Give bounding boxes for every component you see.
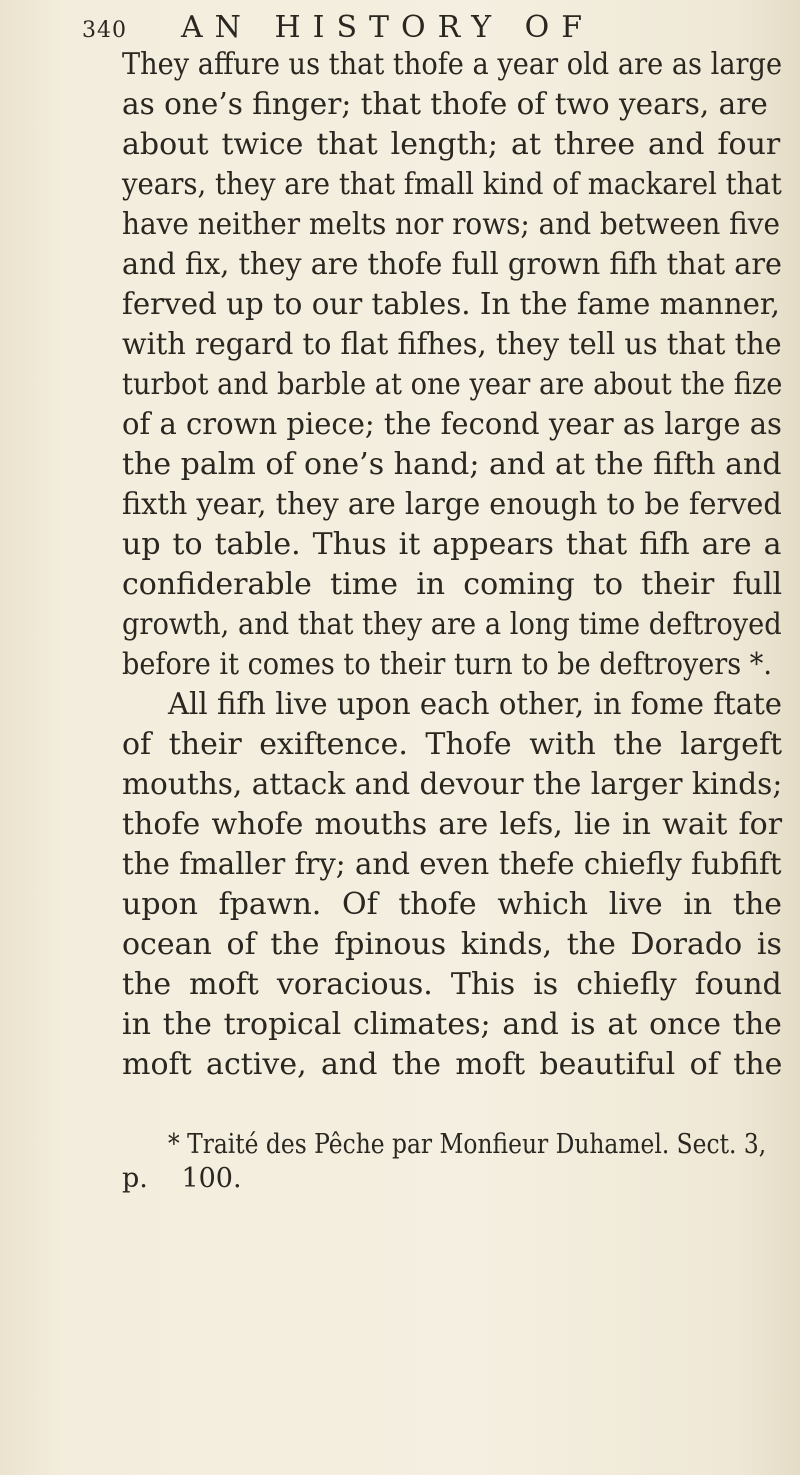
text-line: mouths, attack and devour the larger kinds; [122, 767, 783, 802]
text-line: up to table. Thus it appears that fifh are a [122, 527, 782, 562]
text-line: ferved up to our tables. In the fame manner, [122, 287, 780, 322]
footnote-line: * Traité des Pêche par Monfieur Duhamel. Sect. 3, [168, 1129, 767, 1160]
text-line: the fmaller fry; and even thefe chiefly fubfift [122, 847, 782, 882]
text-line: in the tropical climates; and is at once the [122, 1007, 782, 1042]
text-line: and fix, they are thofe full grown fifh that are [122, 247, 783, 282]
text-line: They affure us that thofe a year old are as large [122, 47, 783, 82]
text-line: growth, and that they are a long time deftroyed [122, 607, 782, 642]
text-line: have neither melts nor rows; and between five [122, 207, 781, 242]
text-line: thofe whofe mouths are lefs, lie in wait for [122, 807, 783, 842]
text-line: with regard to flat fifhes, they tell us that the [122, 327, 782, 362]
page-number: 340 [82, 18, 127, 43]
text-line: turbot and barble at one year are about the fize [122, 367, 783, 402]
text-line: of their exiftence. Thofe with the largeft [122, 727, 783, 762]
text-line: before it comes to their turn to be deftroyers *. [122, 647, 772, 682]
running-title: AN HISTORY OF [181, 10, 595, 45]
text-line: the moft voracious. This is chiefly found [122, 967, 782, 1002]
text-line: as one’s finger; that thofe of two years, are [122, 87, 768, 122]
text-line: ocean of the fpinous kinds, the Dorado is [122, 927, 782, 962]
text-line: about twice that length; at three and four [122, 127, 781, 162]
text-line: of a crown piece; the fecond year as large as [122, 407, 782, 442]
text-line: years, they are that fmall kind of mackarel that [122, 167, 782, 202]
text-line: fixth year, they are large enough to be ferved [122, 487, 782, 522]
footnote-line: p. 100. [122, 1163, 242, 1194]
text-line: the palm of one’s hand; and at the fifth and [122, 447, 782, 482]
text-line: upon fpawn. Of thofe which live in the [122, 887, 783, 922]
text-line: All fifh live upon each other, in fome ftate [168, 687, 783, 722]
text-line: confiderable time in coming to their full [122, 567, 783, 602]
text-line: moft active, and the moft beautiful of the [122, 1047, 783, 1082]
